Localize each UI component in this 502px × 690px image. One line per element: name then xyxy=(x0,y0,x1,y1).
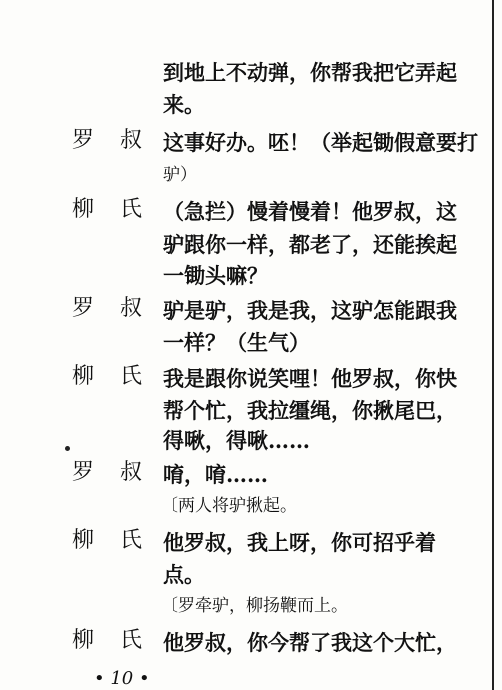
dialogue-line-18: 他罗叔，你今帮了我这个大忙， xyxy=(163,630,457,655)
speaker-char: 柳 xyxy=(72,628,95,653)
speaker-char: 罗 xyxy=(72,128,95,153)
speaker-char: 罗 xyxy=(72,460,95,485)
dialogue-line-4: 驴） xyxy=(163,165,197,185)
speaker-char: 柳 xyxy=(72,197,95,222)
stage-direction-1: 〔两人将驴揪起。 xyxy=(161,496,297,516)
speaker-char: 叔 xyxy=(120,128,143,153)
speaker-char: 柳 xyxy=(72,528,95,553)
speaker-char: 叔 xyxy=(120,296,143,321)
speaker-char: 氏 xyxy=(120,528,143,553)
dialogue-line-15: 他罗叔，我上呀，你可招乎着 xyxy=(163,530,436,555)
speaker-char: 柳 xyxy=(72,364,95,389)
stage-direction-2: 〔罗牵驴，柳扬鞭而上。 xyxy=(161,596,348,616)
dialogue-line-10: 我是跟你说笑哩！他罗叔，你快 xyxy=(163,366,457,391)
dialogue-line-12: 得啾，得啾…… xyxy=(163,428,310,453)
dialogue-line-8: 驴是驴，我是我，这驴怎能跟我 xyxy=(163,298,457,323)
page-edge-line xyxy=(492,0,494,690)
speaker-char: 叔 xyxy=(120,460,143,485)
dialogue-line-1: 到地上不动弹，你帮我把它弄起 xyxy=(163,60,457,85)
speaker-char: 氏 xyxy=(120,197,143,222)
dialogue-line-6: 驴跟你一样，都老了，还能挨起 xyxy=(163,232,457,257)
dialogue-line-5: （急拦）慢着慢着！他罗叔，这 xyxy=(163,199,457,224)
speaker-char: 罗 xyxy=(72,296,95,321)
ink-speck xyxy=(65,446,70,451)
dialogue-line-7: 一锄头嘛？ xyxy=(163,263,268,288)
page-number: • 10 • xyxy=(94,668,150,689)
dialogue-line-9: 一样？（生气） xyxy=(163,330,310,355)
speaker-char: 氏 xyxy=(120,628,143,653)
dialogue-line-11: 帮个忙，我拉缰绳，你揪尾巴， xyxy=(163,398,457,423)
speaker-char: 氏 xyxy=(120,364,143,389)
dialogue-line-3: 这事好办。呸！（举起锄假意要打 xyxy=(163,130,478,155)
dialogue-line-16: 点。 xyxy=(163,562,205,587)
dialogue-line-2: 来。 xyxy=(163,92,205,117)
dialogue-line-13: 唷，唷…… xyxy=(163,462,268,487)
